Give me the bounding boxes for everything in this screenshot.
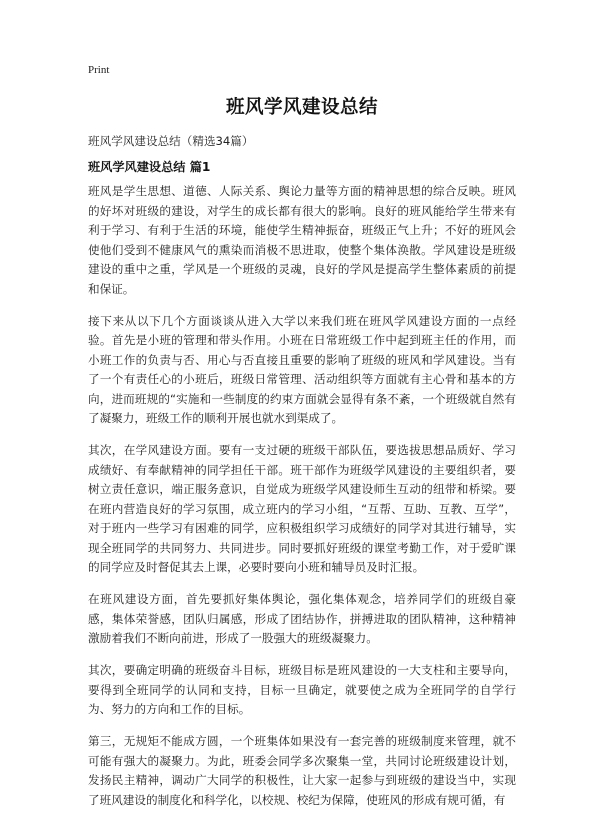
document-title: 班风学风建设总结 [225,97,378,118]
print-label: Print [88,64,110,76]
paragraph: 其次，要确定明确的班级奋斗目标，班级目标是班风建设的一大支柱和主要导向，要得到全班同学的认同和支持，目标一旦确定，就要使之成为全班同学的自学行为、努力的方向和工作的目标。 [88,663,516,717]
document-page [88,0,516,807]
paragraph: 在班风建设方面，首先要抓好集体舆论，强化集体观念，培养同学们的班级自豪感，集体荣誉感，团队归属感，形成了团结协作，拼搏进取的团队精神，这种精神激励着我们不断向前进，形成了一股强大的班级凝聚力。 [88,592,516,646]
document-body [88,182,516,823]
document-subtitle: 班风学风建设总结（精选34篇） [88,134,254,148]
paragraph: 第三，无规矩不能成方圆，一个班集体如果没有一套完善的班级制度来管理，就不可能有强大的凝聚力。为此，班委会同学多次聚集一堂，共同讨论班级建设计划，发扬民主精神，调动广大同学的积极性，让大家一起参与到班级的建设当中，实现了班风建设的制度化和科学化，以校规、校纪为保障，使班风的形成有规可循，有 [88,734,516,807]
section-heading: 班风学风建设总结 篇1 [88,160,211,174]
paragraph: 其次，在学风建设方面。要有一支过硬的班级干部队伍，要选拔思想品质好、学习成绩好、有奉献精神的同学担任干部。班干部作为班级学风建设的主要组织者，要树立责任意识，端正服务意识，自觉成为班级学风建设师生互动的纽带和桥梁。要在班内营造良好的学习氛围，成立班内的学习小组，“互帮、互助、互教、互学”，对于班内一些学习有困难的同学，应积极组织学习成绩好的同学对其进行辅导，实现全班同学的共同努力、共同进步。同时要抓好班级的课堂考勤工作，对于爱旷课的同学应及时督促其去上课，必要时要向小班和辅导员及时汇报。 [88,443,516,575]
paragraph: 接下来从以下几个方面谈谈从进入大学以来我们班在班风学风建设方面的一点经验。首先是小班的管理和带头作用。小班在日常班级工作中起到班主任的作用，而小班工作的负责与否、用心与否直接且重要的影响了班级的班风和学风建设。当有了一个有责任心的小班后，班级日常管理、活动组织等方面就有主心骨和基本的方向，进而班规的“实施和一些制度的约束方面就会显得有条不紊，一个班级就自然有了凝聚力，班级工作的顺利开展也就水到渠成了。 [88,313,516,426]
paragraph: 班风是学生思想、道德、人际关系、舆论力量等方面的精神思想的综合反映。班风的好坏对班级的建设，对学生的成长都有很大的影响。良好的班风能给学生带来有利于学习、有利于生活的环境，能使学生精神振奋，班级正气上升；不好的班风会使他们受到不健康风气的熏染而消极不思进取，使整个集体涣散。学风建设是班级建设的重中之重，学风是一个班级的灵魂，良好的学风是提高学生整体素质的前提和保证。 [88,184,516,296]
